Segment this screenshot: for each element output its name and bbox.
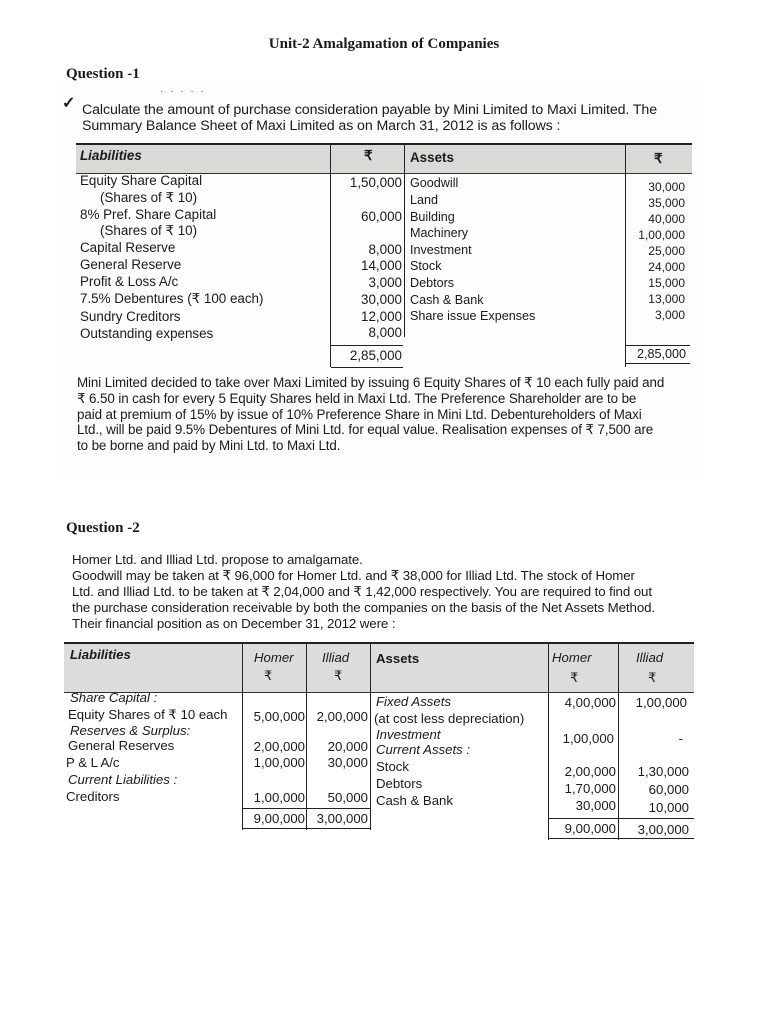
liability-label: Share Capital : [70, 690, 158, 705]
asset-amount: 1,00,000 [638, 228, 685, 242]
liability-label: Capital Reserve [80, 240, 176, 255]
liability-amount: 8,000 [368, 242, 402, 257]
illiad-asset-amount: 1,30,000 [637, 764, 689, 779]
liability-label: Current Liabilities : [68, 772, 178, 787]
asset-label: Stock [410, 259, 442, 273]
liability-amount: 14,000 [361, 258, 402, 273]
header-assets: Assets [376, 651, 420, 666]
asset-label: Fixed Assets [376, 694, 451, 709]
liability-amount: 12,000 [361, 309, 402, 324]
header-illiad: Illiad [636, 650, 664, 665]
illiad-asset-amount: - [678, 731, 683, 746]
q1-closing-line: ₹ 6.50 in cash for every 5 Equity Shares held in Maxi Ltd. The Preference Shareholder are to be [77, 390, 637, 406]
q2-intro-line: Their financial position as on December 31, 2012 were : [72, 616, 396, 631]
illiad-liability-amount: 2,00,000 [316, 709, 368, 724]
liability-label: Creditors [66, 789, 120, 804]
asset-amount: 40,000 [648, 212, 685, 226]
asset-label: Investment [376, 727, 441, 742]
asset-amount: 3,000 [654, 308, 685, 322]
asset-amount: 15,000 [648, 276, 685, 290]
illiad-asset-amount: 1,00,000 [635, 695, 687, 710]
illiad-liability-amount: 20,000 [327, 739, 368, 754]
header-rupee: ₹ [654, 151, 663, 166]
liability-label: General Reserves [68, 738, 175, 753]
question-2-heading: Question -2 [66, 520, 140, 536]
q1-intro-line: Summary Balance Sheet of Maxi Limited as on March 31, 2012 is as follows : [82, 118, 561, 135]
homer-liability-amount: 2,00,000 [253, 739, 305, 754]
homer-liability-amount: 5,00,000 [253, 709, 305, 724]
liability-label: Sundry Creditors [80, 309, 181, 324]
asset-label: Investment [410, 243, 472, 257]
liability-label: Equity Shares of ₹ 10 each [68, 707, 228, 722]
homer-liability-total: 9,00,000 [253, 811, 305, 826]
illiad-asset-amount: 60,000 [648, 782, 689, 797]
header-rupee: ₹ [570, 670, 579, 685]
q2-intro-line: the purchase consideration receivable by both the companies on the basis of the Net Assets Method. [72, 600, 656, 615]
table-header-row [64, 642, 694, 693]
liability-amount: 8,000 [368, 325, 402, 340]
header-illiad: Illiad [322, 650, 350, 665]
homer-asset-amount: 2,00,000 [564, 764, 616, 779]
liability-amount: 30,000 [361, 292, 402, 307]
table-header-row [76, 143, 692, 174]
q2-financial-position-table [64, 642, 694, 842]
asset-amount: 13,000 [648, 292, 685, 306]
asset-amount: 30,000 [648, 180, 685, 194]
asset-label: Goodwill [410, 176, 459, 190]
header-homer: Homer [552, 650, 592, 665]
asset-label: Building [410, 210, 455, 224]
q2-intro [72, 552, 655, 632]
liability-amount: 3,000 [368, 275, 402, 290]
scan-artifact: · · · · · [160, 86, 206, 97]
liability-total: 2,85,000 [349, 348, 402, 363]
homer-liability-amount: 1,00,000 [253, 755, 305, 770]
q1-intro-line: Calculate the amount of purchase consideration payable by Mini Limited to Maxi Limited. The [82, 102, 658, 118]
header-assets: Assets [410, 150, 454, 165]
header-rupee: ₹ [264, 668, 273, 683]
illiad-liability-amount: 30,000 [327, 755, 368, 770]
liability-label: Profit & Loss A/c [80, 274, 179, 289]
header-rupee: ₹ [334, 668, 343, 683]
asset-label: Land [410, 193, 439, 207]
q1-closing-line: to be borne and paid by Mini Ltd. to Maxi Ltd. [77, 438, 341, 454]
liability-label: (Shares of ₹ 10) [100, 223, 198, 238]
asset-label: Machinery [410, 226, 469, 240]
asset-amount: 35,000 [648, 196, 685, 210]
liability-label: 7.5% Debentures (₹ 100 each) [80, 291, 264, 306]
liability-label: Reserves & Surplus: [70, 723, 191, 738]
asset-label: Cash & Bank [410, 293, 484, 307]
asset-label: (at cost less depreciation) [374, 711, 525, 726]
liability-amount: 60,000 [361, 209, 402, 224]
q1-closing-line: Mini Limited decided to take over Maxi Limited by issuing 6 Equity Shares of ₹ 10 each fully paid and [77, 375, 665, 390]
asset-total: 2,85,000 [636, 347, 686, 361]
asset-amount: 25,000 [648, 244, 685, 258]
liability-label: P & L A/c [66, 755, 120, 770]
question-1-heading: Question -1 [66, 66, 140, 82]
homer-asset-total: 9,00,000 [564, 821, 616, 836]
asset-label: Debtors [376, 776, 423, 791]
tick-mark-icon: ✓ [62, 95, 76, 112]
liability-label: Outstanding expenses [80, 326, 214, 341]
liability-label: General Reserve [80, 257, 182, 272]
q1-closing-line: Ltd., will be paid 9.5% Debentures of Mini Ltd. for equal value. Realisation expenses of ₹ 7,500 are [77, 422, 654, 438]
liability-label: 8% Pref. Share Capital [80, 207, 217, 222]
asset-label: Current Assets : [376, 742, 471, 757]
illiad-asset-amount: 10,000 [648, 800, 689, 815]
asset-label: Cash & Bank [376, 793, 453, 808]
illiad-asset-total: 3,00,000 [637, 822, 689, 837]
homer-asset-amount: 1,70,000 [564, 781, 616, 796]
asset-label: Stock [376, 759, 409, 774]
q1-balance-sheet-table [76, 143, 692, 369]
header-liabilities: Liabilities [70, 647, 131, 662]
q1-intro [82, 102, 657, 135]
homer-asset-amount: 4,00,000 [564, 695, 616, 710]
liability-label: (Shares of ₹ 10) [100, 190, 198, 205]
header-liabilities: Liabilities [80, 148, 142, 163]
q2-intro-line: Goodwill may be taken at ₹ 96,000 for Homer Ltd. and ₹ 38,000 for Illiad Ltd. The stock of Homer [72, 568, 635, 583]
header-rupee: ₹ [364, 148, 373, 163]
asset-amount: 24,000 [648, 260, 685, 274]
illiad-liability-total: 3,00,000 [316, 811, 368, 826]
liability-label: Equity Share Capital [80, 173, 203, 188]
q1-closing [77, 375, 664, 454]
liability-amount: 1,50,000 [349, 175, 402, 190]
illiad-liability-amount: 50,000 [327, 790, 368, 805]
asset-label: Share issue Expenses [410, 309, 536, 323]
header-homer: Homer [254, 650, 294, 665]
homer-liability-amount: 1,00,000 [253, 790, 305, 805]
homer-asset-amount: 1,00,000 [562, 731, 614, 746]
homer-asset-amount: 30,000 [575, 798, 616, 813]
q2-intro-line: Ltd. and Illiad Ltd. to be taken at ₹ 2,04,000 and ₹ 1,42,000 respectively. You are required to find out [72, 584, 652, 599]
q2-intro-line: Homer Ltd. and Illiad Ltd. propose to amalgamate. [72, 552, 363, 567]
asset-label: Debtors [410, 276, 455, 290]
q1-closing-line: paid at premium of 15% by issue of 10% Preference Share in Mini Ltd. Debentureholders of Maxi [77, 406, 642, 422]
header-rupee: ₹ [648, 670, 657, 685]
page-title: Unit-2 Amalgamation of Companies [268, 36, 500, 52]
